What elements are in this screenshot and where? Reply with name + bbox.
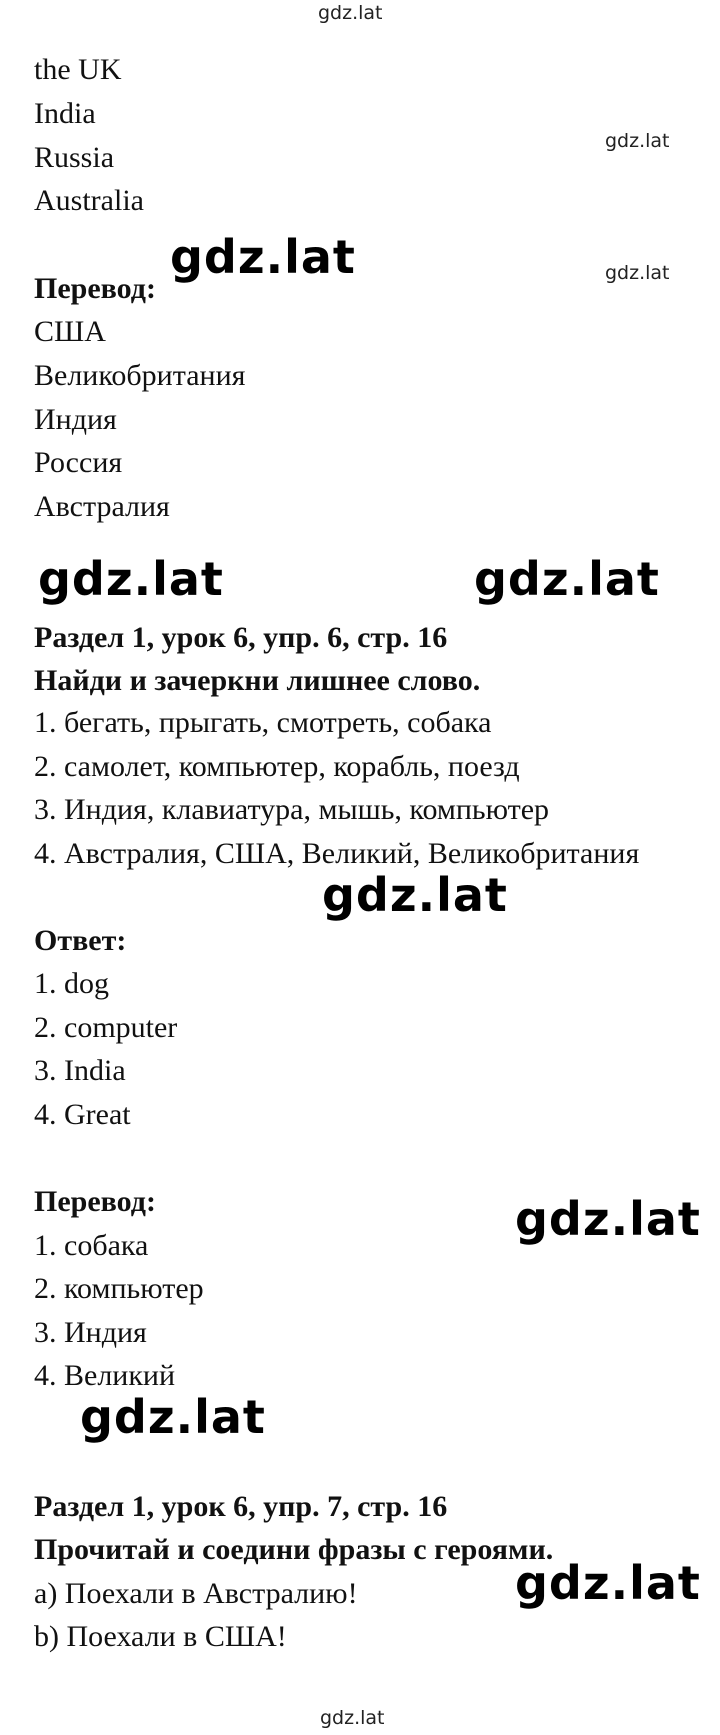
watermark-large: gdz.lat [515,1556,701,1610]
answer-item: 4. Great [34,1098,131,1131]
watermark-large: gdz.lat [474,552,660,606]
exercise-heading: Раздел 1, урок 6, упр. 6, стр. 16 [34,621,448,654]
answer-item: 1. dog [34,967,109,1000]
exercise-item: 4. Австралия, США, Великий, Великобритания [34,837,640,870]
exercise-item: 2. самолет, компьютер, корабль, поезд [34,750,520,783]
translation-item: 1. собака [34,1229,149,1262]
watermark-large: gdz.lat [322,868,508,922]
watermark-large: gdz.lat [515,1192,701,1246]
watermark-small: gdz.lat [605,130,670,152]
watermark-large: gdz.lat [170,230,356,284]
translation-item: США [34,315,106,348]
country-item: the UK [34,53,122,86]
translation-item: Австралия [34,490,170,523]
watermark-large: gdz.lat [38,552,224,606]
country-item: Australia [34,184,144,217]
answer-item: 3. India [34,1054,126,1087]
watermark-small: gdz.lat [320,1707,385,1729]
exercise-item: 3. Индия, клавиатура, мышь, компьютер [34,793,550,826]
translation-heading: Перевод: [34,1185,156,1218]
exercise-task: Прочитай и соедини фразы с героями. [34,1533,554,1566]
answer-item: 2. computer [34,1011,178,1044]
exercise-item: 1. бегать, прыгать, смотреть, собака [34,706,492,739]
translation-item: 2. компьютер [34,1272,204,1305]
exercise-item: b) Поехали в США! [34,1620,287,1653]
translation-item: Индия [34,403,117,436]
exercise-task: Найди и зачеркни лишнее слово. [34,664,481,697]
translation-heading: Перевод: [34,272,156,305]
country-item: India [34,97,96,130]
translation-item: 4. Великий [34,1359,176,1392]
exercise-heading: Раздел 1, урок 6, упр. 7, стр. 16 [34,1490,448,1523]
watermark-small: gdz.lat [318,2,383,24]
exercise-item: a) Поехали в Австралию! [34,1577,358,1610]
country-item: Russia [34,141,115,174]
translation-item: 3. Индия [34,1316,147,1349]
translation-item: Россия [34,446,123,479]
watermark-small: gdz.lat [605,262,670,284]
answer-heading: Ответ: [34,924,127,957]
watermark-large: gdz.lat [80,1390,266,1444]
translation-item: Великобритания [34,359,246,392]
